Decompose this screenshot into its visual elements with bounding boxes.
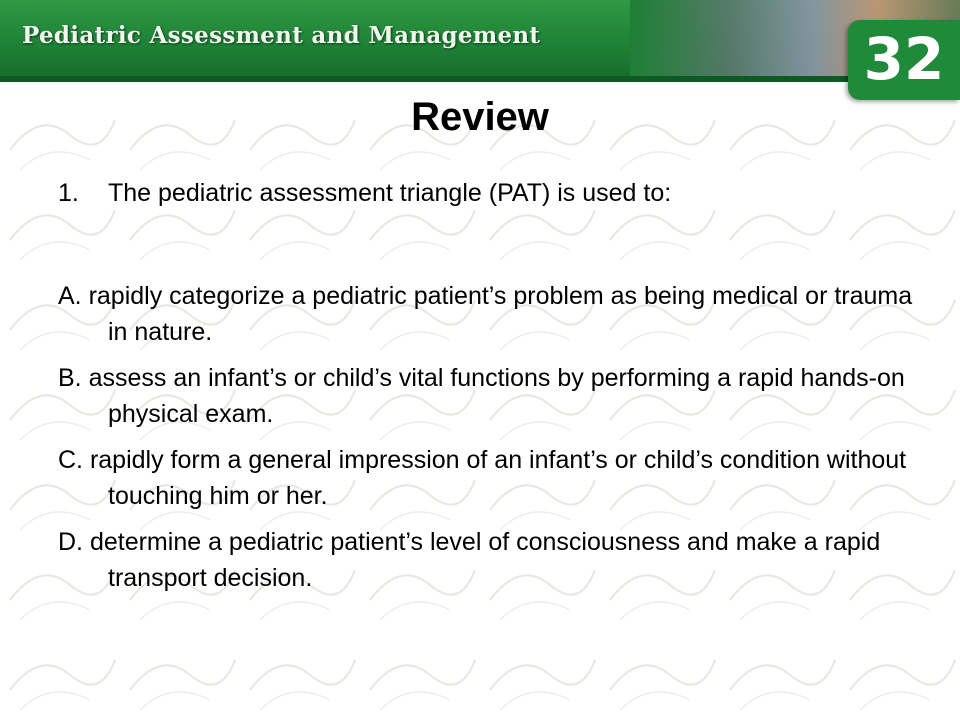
slide-title: Review	[411, 95, 549, 139]
question-number: 1.	[58, 179, 79, 207]
option-text: rapidly categorize a pediatric patient’s problem as being medical or trauma in nature.	[88, 282, 913, 346]
option-c	[58, 442, 918, 514]
course-title: Pediatric Assessment and Management	[22, 22, 541, 49]
chapter-number: 32	[863, 25, 945, 93]
banner-stripe	[0, 76, 960, 82]
option-text: rapidly form a general impression of an infant’s or child’s condition without touching him or her.	[89, 446, 907, 510]
option-a	[58, 278, 918, 350]
answer-options	[58, 278, 918, 606]
option-text: assess an infant’s or child’s vital functions by performing a rapid hands-on physical exam.	[88, 364, 905, 428]
option-b	[58, 360, 918, 432]
question	[58, 178, 918, 208]
option-text: determine a pediatric patient’s level of consciousness and make a rapid transport decision.	[89, 528, 881, 592]
option-letter: D.	[58, 528, 83, 556]
option-letter: C.	[58, 446, 83, 474]
option-letter: A.	[58, 282, 82, 310]
chapter-badge	[848, 20, 960, 100]
header-banner	[0, 0, 960, 82]
option-letter: B.	[58, 364, 82, 392]
option-d	[58, 524, 918, 596]
question-text: The pediatric assessment triangle (PAT) is used to:	[108, 179, 672, 207]
